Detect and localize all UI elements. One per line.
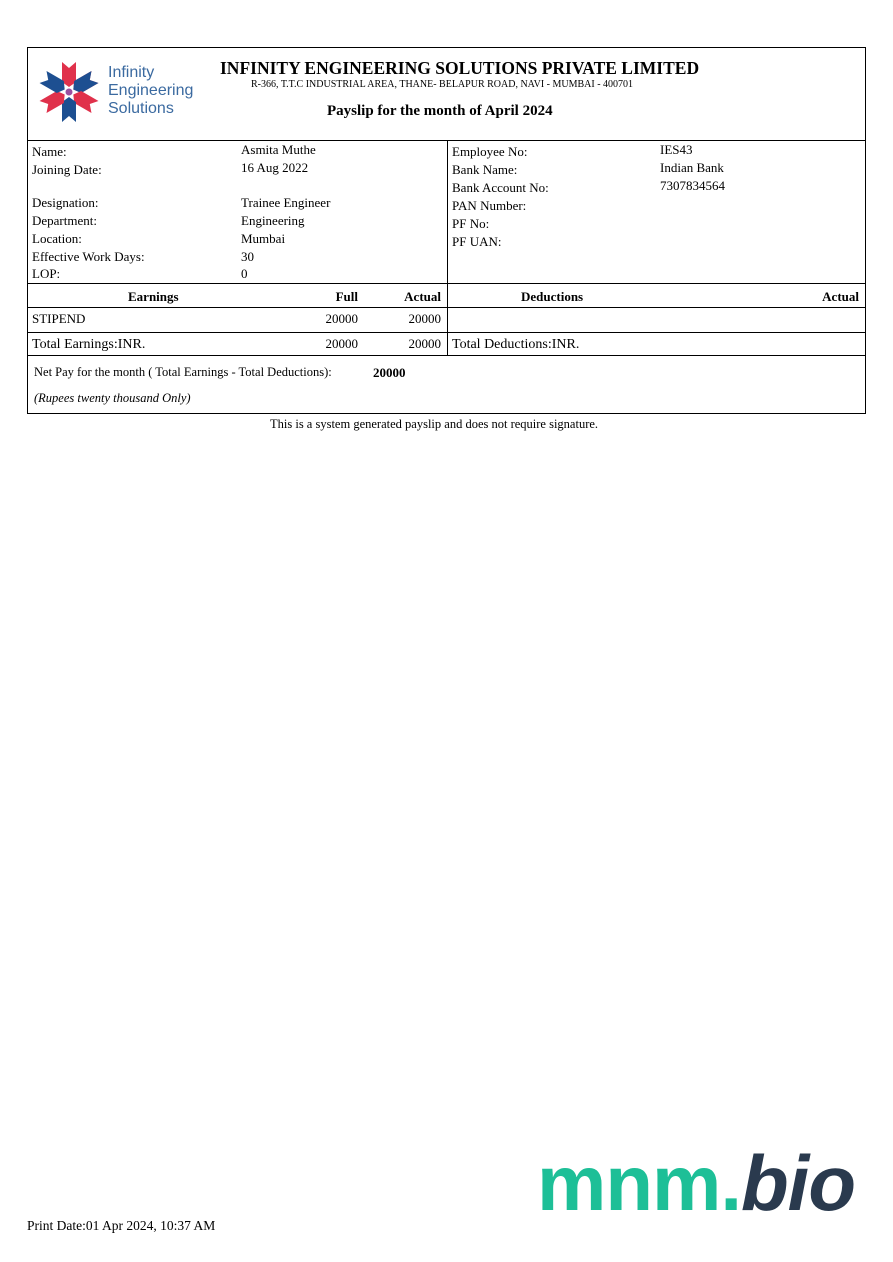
company-address: R-366, T.T.C INDUSTRIAL AREA, THANE- BELAPUR ROAD, NAVI - MUMBAI - 400701 [251, 79, 634, 90]
company-name: INFINITY ENGINEERING SOLUTIONS PRIVATE LIMITED [220, 58, 700, 78]
total-earnings-label: Total Earnings:INR. [32, 337, 146, 352]
info-value: Engineering [241, 213, 305, 228]
watermark-part2: bio [741, 1139, 855, 1227]
earning-actual: 20000 [408, 311, 441, 326]
info-label: Location: [32, 231, 82, 246]
info-label: PAN Number: [452, 198, 527, 213]
info-value: Indian Bank [660, 160, 724, 175]
earning-name: STIPEND [32, 311, 86, 326]
net-pay-label: Net Pay for the month ( Total Earnings - Total Deductions): [34, 365, 332, 379]
info-value: Asmita Muthe [241, 142, 316, 157]
info-label: PF UAN: [452, 234, 502, 249]
logo-text-line: Infinity [108, 64, 155, 81]
header-deductions-actual: Actual [822, 289, 859, 304]
info-value: Trainee Engineer [241, 195, 331, 210]
info-label: Bank Account No: [452, 180, 549, 195]
info-label: Joining Date: [32, 162, 102, 177]
info-value: Mumbai [241, 231, 286, 246]
watermark-logo [537, 1138, 855, 1228]
info-label: Employee No: [452, 144, 528, 159]
info-label: Department: [32, 213, 97, 228]
total-deductions-label: Total Deductions:INR. [452, 337, 580, 352]
company-logo [34, 58, 214, 126]
system-generated-note: This is a system generated payslip and does not require signature. [270, 417, 599, 431]
logo-text-line: Engineering [108, 82, 194, 99]
info-value: 16 Aug 2022 [241, 160, 309, 175]
logo-text-line: Solutions [108, 100, 174, 117]
header-deductions: Deductions [521, 289, 584, 304]
info-value: 0 [241, 266, 248, 281]
header-actual: Actual [404, 289, 441, 304]
total-earnings-full: 20000 [325, 336, 358, 351]
earning-full: 20000 [325, 311, 358, 326]
info-label: PF No: [452, 216, 490, 231]
star-logo-icon [34, 58, 104, 126]
total-earnings-actual: 20000 [408, 336, 441, 351]
print-date: Print Date:01 Apr 2024, 10:37 AM [27, 1218, 216, 1233]
info-value: 7307834564 [660, 178, 725, 193]
info-value: 30 [241, 249, 254, 264]
info-label: Effective Work Days: [32, 249, 145, 264]
payslip-title: Payslip for the month of April 2024 [327, 103, 553, 119]
header-full: Full [335, 289, 358, 304]
info-label: Bank Name: [452, 162, 518, 177]
info-label: Name: [32, 144, 67, 159]
net-pay-words: (Rupees twenty thousand Only) [34, 391, 191, 405]
info-value: IES43 [660, 142, 693, 157]
watermark-part1: mnm. [537, 1139, 742, 1227]
info-label: LOP: [32, 266, 61, 281]
net-pay-value: 20000 [373, 365, 406, 380]
header-earnings: Earnings [128, 289, 179, 304]
info-label: Designation: [32, 195, 99, 210]
